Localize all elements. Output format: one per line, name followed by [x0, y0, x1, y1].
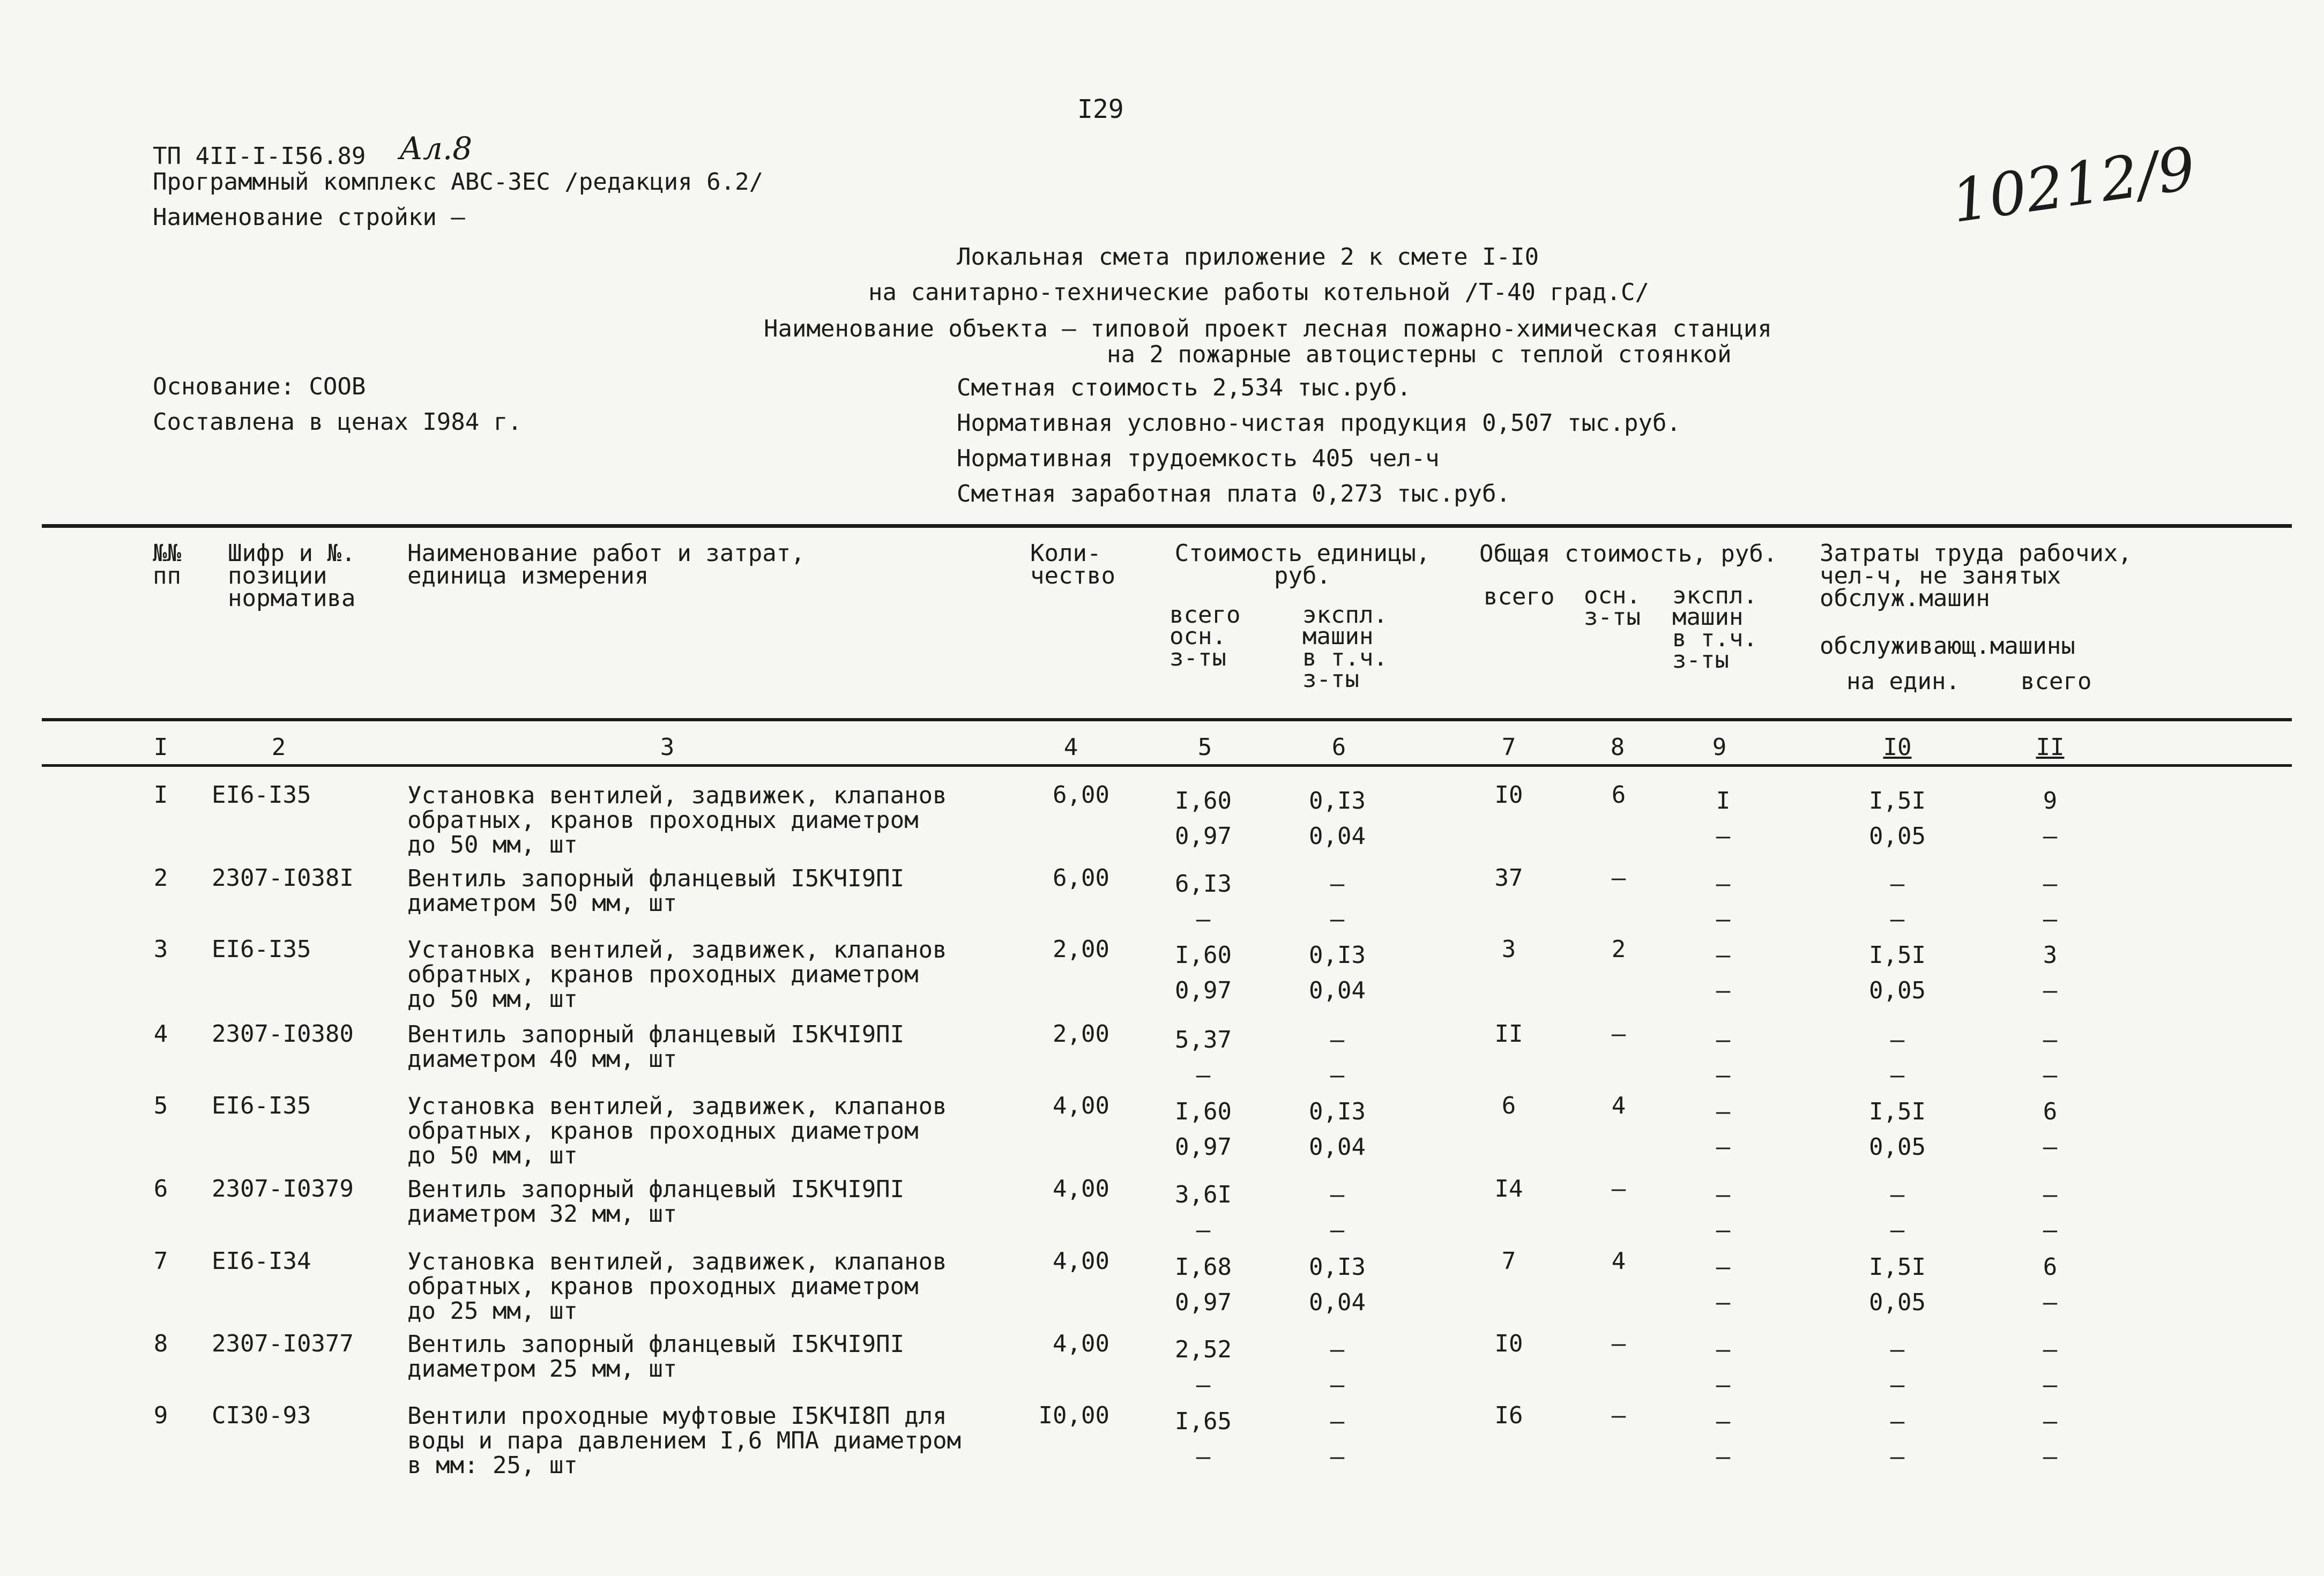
row-total-machines: – –: [1716, 942, 1731, 1004]
row-unit-cost-total: I,60 0,97: [1175, 787, 1232, 850]
row-description: Вентиль запорный фланцевый I5КЧI9ПI диаметром 32 мм, шт: [407, 1176, 905, 1228]
table-row: [0, 1094, 2324, 1175]
row-quantity: 4,00: [1053, 1175, 1109, 1202]
row-total-cost: I4: [1494, 1175, 1523, 1202]
row-code: ЕI6-I35: [212, 781, 311, 809]
row-labor-total: – –: [2043, 870, 2058, 933]
row-code: 2307-I0377: [212, 1330, 354, 1357]
row-total-cost: 6: [1501, 1092, 1516, 1119]
row-number: I: [153, 781, 168, 809]
row-number: 3: [153, 936, 168, 963]
estimated-wage: Сметная заработная плата 0,273 тыс.руб.: [957, 480, 1511, 507]
row-code: ЕI6-I34: [212, 1248, 311, 1275]
row-total-machines: I –: [1716, 787, 1731, 850]
row-number: 4: [153, 1020, 168, 1048]
row-labor-total: 9 –: [2043, 787, 2058, 850]
row-unit-cost-machines: – –: [1330, 1408, 1345, 1470]
row-description: Вентиль запорный фланцевый I5КЧI9ПI диаметром 50 мм, шт: [407, 865, 905, 917]
column-number: 9: [1712, 734, 1727, 761]
row-total-main: 6: [1611, 781, 1626, 809]
column-number: 5: [1197, 734, 1212, 761]
header-code: Шифр и №. позиции норматива: [228, 540, 356, 612]
row-code: ЕI6-I35: [212, 1092, 311, 1119]
row-total-machines: – –: [1716, 1408, 1731, 1470]
row-total-cost: 37: [1494, 864, 1523, 892]
row-labor-total: 6 –: [2043, 1253, 2058, 1316]
header-labor-unit: на един.: [1846, 668, 1960, 695]
row-unit-cost-total: 2,52 –: [1175, 1336, 1232, 1399]
row-labor-unit: I,5I 0,05: [1869, 1253, 1926, 1316]
row-number: 2: [153, 864, 168, 892]
header-num: №№ пп: [153, 540, 181, 589]
row-total-cost: 3: [1501, 936, 1516, 963]
row-labor-unit: I,5I 0,05: [1869, 1098, 1926, 1161]
row-description: Установка вентилей, задвижек, клапанов обратных, кранов проходных диаметром до 25 мм, шт: [407, 1248, 947, 1325]
row-quantity: 6,00: [1053, 781, 1109, 809]
row-quantity: 2,00: [1053, 1020, 1109, 1048]
row-quantity: 6,00: [1053, 864, 1109, 892]
software-label: Программный комплекс АВС-ЗЕС /редакция 6.2/: [153, 168, 764, 196]
row-code: СI30-93: [212, 1402, 311, 1429]
row-total-machines: – –: [1716, 1026, 1731, 1089]
title-line-1: Локальная смета приложение 2 к смете I-I0: [957, 243, 1539, 271]
table-top-rule: [42, 524, 2292, 528]
column-number: 6: [1331, 734, 1346, 761]
row-code: ЕI6-I35: [212, 936, 311, 963]
column-number: 4: [1063, 734, 1078, 761]
table-row: [0, 938, 2324, 1018]
row-total-main: 2: [1611, 936, 1626, 963]
row-labor-total: – –: [2043, 1026, 2058, 1089]
row-labor-total: 6 –: [2043, 1098, 2058, 1161]
row-quantity: 2,00: [1053, 936, 1109, 963]
row-unit-cost-total: 5,37 –: [1175, 1026, 1232, 1089]
row-unit-cost-machines: 0,I3 0,04: [1309, 1253, 1366, 1316]
table-row: [0, 1250, 2324, 1330]
column-number: I0: [1883, 734, 1912, 761]
tp-code: ТП 4II-I-I56.89: [153, 143, 366, 170]
row-labor-total: – –: [2043, 1181, 2058, 1244]
row-labor-unit: – –: [1890, 1026, 1905, 1089]
row-unit-cost-machines: – –: [1330, 1181, 1345, 1244]
column-number: 3: [660, 734, 675, 761]
row-total-main: –: [1611, 864, 1626, 892]
header-total-main: осн. з-ты: [1584, 582, 1641, 631]
title-line-2: на санитарно-технические работы котельной /Т-40 град.С/: [868, 279, 1649, 306]
row-code: 2307-I0380: [212, 1020, 354, 1048]
row-total-main: 4: [1611, 1248, 1626, 1275]
table-row: [0, 1404, 2324, 1484]
row-total-machines: – –: [1716, 1098, 1731, 1161]
row-unit-cost-machines: 0,I3 0,04: [1309, 787, 1366, 850]
net-product: Нормативная условно-чистая продукция 0,507 тыс.руб.: [957, 409, 1681, 437]
row-total-cost: I0: [1494, 1330, 1523, 1357]
row-labor-total: 3 –: [2043, 942, 2058, 1004]
row-total-machines: – –: [1716, 870, 1731, 933]
labor-intensity: Нормативная трудоемкость 405 чел-ч: [957, 445, 1440, 472]
column-number: 7: [1501, 734, 1516, 761]
row-description: Установка вентилей, задвижек, клапанов обратных, кранов проходных диаметром до 50 мм, шт: [407, 1093, 947, 1169]
row-total-machines: – –: [1716, 1181, 1731, 1244]
row-quantity: I0,00: [1038, 1402, 1109, 1429]
row-number: 5: [153, 1092, 168, 1119]
column-number: 2: [271, 734, 286, 761]
header-labor: Затраты труда рабочих, чел-ч, не занятых обслуж.машин: [1820, 540, 2132, 612]
row-total-cost: 7: [1501, 1248, 1516, 1275]
page-number: I29: [1077, 94, 1124, 124]
header-total-mach: экспл. машин в т.ч. з-ты: [1672, 582, 1757, 674]
row-code: 2307-I0379: [212, 1175, 354, 1202]
object-name-line-1: Наименование объекта – типовой проект лесная пожарно-химическая станция: [764, 315, 1772, 342]
row-total-machines: – –: [1716, 1336, 1731, 1399]
row-unit-cost-total: I,65 –: [1175, 1408, 1232, 1470]
row-labor-unit: – –: [1890, 1408, 1905, 1470]
header-total-cost: Общая стоимость, руб.: [1479, 540, 1778, 567]
header-unit-total: всего осн. з-ты: [1170, 601, 1241, 671]
header-unit-cost: Стоимость единицы, руб.: [1174, 540, 1431, 589]
table-row: [0, 864, 2324, 947]
row-number: 7: [153, 1248, 168, 1275]
row-unit-cost-total: I,60 0,97: [1175, 942, 1232, 1004]
row-description: Установка вентилей, задвижек, клапанов обратных, кранов проходных диаметром до 50 мм, шт: [407, 936, 947, 1013]
table-row: [0, 783, 2324, 864]
column-number: 8: [1610, 734, 1625, 761]
object-name-line-2: на 2 пожарные автоцистерны с теплой стоянкой: [1107, 341, 1732, 368]
row-description: Установка вентилей, задвижек, клапанов обратных, кранов проходных диаметром до 50 мм, шт: [407, 782, 947, 858]
price-level: Составлена в ценах I984 г.: [153, 408, 522, 436]
row-unit-cost-machines: – –: [1330, 1336, 1345, 1399]
row-labor-unit: I,5I 0,05: [1869, 942, 1926, 1004]
construction-name: Наименование стройки –: [153, 204, 465, 231]
row-code: 2307-I038I: [212, 864, 354, 892]
header-rule: [42, 718, 2292, 721]
row-description: Вентили проходные муфтовые I5КЧI8П для воды и пара давлением I,6 МПА диаметром в мм: 25, шт: [407, 1402, 962, 1479]
basis: Основание: СООВ: [153, 373, 366, 400]
row-description: Вентиль запорный фланцевый I5КЧI9ПI диаметром 40 мм, шт: [407, 1021, 905, 1073]
row-labor-total: – –: [2043, 1336, 2058, 1399]
column-number: II: [2036, 734, 2065, 761]
row-total-cost: I6: [1494, 1402, 1523, 1429]
row-total-machines: – –: [1716, 1253, 1731, 1316]
header-labor-total: всего: [2021, 668, 2092, 695]
row-unit-cost-total: I,68 0,97: [1175, 1253, 1232, 1316]
row-description: Вентиль запорный фланцевый I5КЧI9ПI диаметром 25 мм, шт: [407, 1331, 905, 1383]
row-total-main: –: [1611, 1330, 1626, 1357]
row-number: 6: [153, 1175, 168, 1202]
row-unit-cost-machines: 0,I3 0,04: [1309, 942, 1366, 1004]
row-unit-cost-total: 3,6I –: [1175, 1181, 1232, 1244]
row-unit-cost-machines: – –: [1330, 1026, 1345, 1089]
header-name: Наименование работ и затрат, единица измерения: [407, 540, 805, 589]
row-labor-unit: – –: [1890, 1336, 1905, 1399]
handwritten-note: Ал.8: [399, 130, 473, 167]
row-unit-cost-machines: – –: [1330, 870, 1345, 933]
row-quantity: 4,00: [1053, 1248, 1109, 1275]
row-quantity: 4,00: [1053, 1330, 1109, 1357]
column-numbers-rule: [42, 764, 2292, 767]
row-number: 9: [153, 1402, 168, 1429]
row-labor-total: – –: [2043, 1408, 2058, 1470]
row-total-cost: II: [1494, 1020, 1523, 1048]
column-number: I: [153, 734, 168, 761]
header-total-all: всего: [1484, 583, 1555, 610]
estimated-cost: Сметная стоимость 2,534 тыс.руб.: [957, 374, 1411, 401]
table-row: [0, 1022, 2324, 1103]
header-qty: Коли- чество: [1030, 540, 1115, 589]
row-quantity: 4,00: [1053, 1092, 1109, 1119]
row-unit-cost-total: I,60 0,97: [1175, 1098, 1232, 1161]
table-row: [0, 1332, 2324, 1413]
row-labor-unit: – –: [1890, 1181, 1905, 1244]
header-labor-service: обслуживающ.машины: [1820, 632, 2075, 660]
row-labor-unit: – –: [1890, 870, 1905, 933]
header-unit-mach: экспл. машин в т.ч. з-ты: [1302, 601, 1388, 693]
row-total-main: –: [1611, 1175, 1626, 1202]
row-total-cost: I0: [1494, 781, 1523, 809]
row-number: 8: [153, 1330, 168, 1357]
row-total-main: 4: [1611, 1092, 1626, 1119]
handwritten-number: 10212/9: [1947, 133, 2200, 236]
row-labor-unit: I,5I 0,05: [1869, 787, 1926, 850]
row-total-main: –: [1611, 1402, 1626, 1429]
row-unit-cost-machines: 0,I3 0,04: [1309, 1098, 1366, 1161]
table-row: [0, 1177, 2324, 1258]
row-unit-cost-total: 6,I3 –: [1175, 870, 1232, 933]
row-total-main: –: [1611, 1020, 1626, 1048]
